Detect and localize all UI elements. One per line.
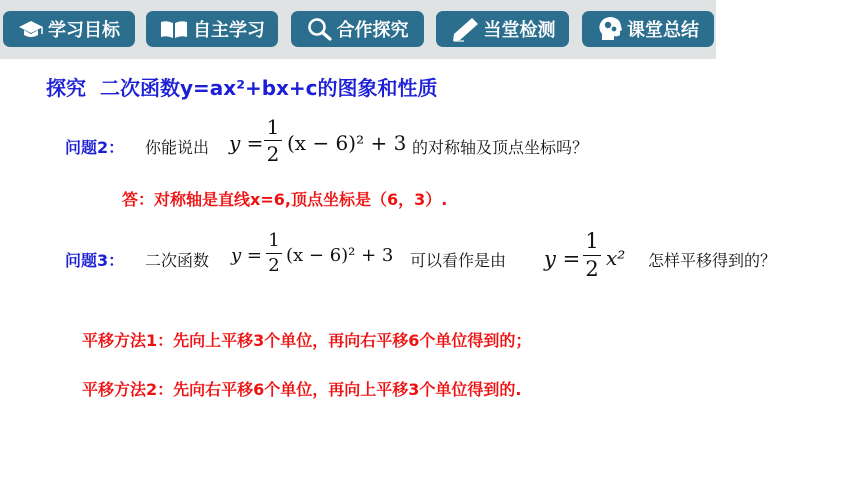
- tab-label: 合作探究: [336, 20, 409, 41]
- question2-label: 问题2：: [65, 138, 125, 157]
- pencil-icon: [450, 16, 480, 42]
- magnifier-icon: [307, 17, 333, 41]
- tab-in-class-test[interactable]: [436, 11, 569, 47]
- tab-label: 学习目标: [48, 20, 120, 41]
- heading-text: 二次函数y=ax²+bx+c的图象和性质: [100, 76, 438, 100]
- question3-formula1-rest: (x − 6)² + 3: [286, 245, 394, 266]
- top-nav-bar: [0, 0, 716, 59]
- tab-cooperative-inquiry[interactable]: [291, 11, 424, 47]
- fraction-denominator: 2: [266, 142, 280, 166]
- tab-label: 自主学习: [193, 20, 265, 41]
- tab-self-study[interactable]: [146, 11, 278, 47]
- question3-fraction1: [266, 232, 282, 275]
- heading-prefix: 探究: [46, 76, 86, 100]
- question3-middle: 可以看作是由: [410, 251, 507, 270]
- tab-label: 课堂总结: [627, 20, 699, 41]
- section-heading: [46, 72, 438, 101]
- fraction-numerator: 1: [268, 230, 280, 251]
- translation-method-2: 平移方法2：先向右平移6个单位，再向上平移3个单位得到的.: [82, 380, 522, 399]
- question2-formula-rest: (x − 6)² + 3: [287, 131, 407, 155]
- tab-learning-objectives[interactable]: [3, 11, 135, 47]
- question3-formula2-lhs: y =: [544, 247, 581, 271]
- answer2-text: 答：对称轴是直线x=6,顶点坐标是（6，3）.: [122, 190, 448, 209]
- fraction-numerator: 1: [266, 115, 280, 139]
- graduation-cap-icon: [18, 19, 44, 39]
- tab-label: 当堂检测: [483, 20, 556, 41]
- question2-fraction: [264, 117, 282, 164]
- question3-fraction2: [583, 231, 601, 280]
- fraction-denominator: 2: [585, 257, 599, 281]
- translation-method-1: 平移方法1：先向上平移3个单位，再向右平移6个单位得到的；: [82, 331, 532, 350]
- question2-intro: 你能说出: [145, 138, 210, 157]
- tab-class-summary[interactable]: [582, 11, 714, 47]
- question3-intro: 二次函数: [145, 251, 210, 270]
- question2-formula-lhs: y =: [229, 131, 264, 155]
- question3-formula1-lhs: y =: [231, 245, 262, 266]
- fraction-numerator: 1: [585, 229, 599, 253]
- question3-ending: 怎样平移得到的？: [648, 251, 777, 270]
- head-gears-icon: [597, 16, 623, 42]
- question3-formula2-rest: x²: [606, 246, 626, 270]
- question3-label: 问题3：: [65, 251, 125, 270]
- open-book-icon: [159, 18, 189, 40]
- fraction-denominator: 2: [268, 255, 280, 276]
- question2-ending: 的对称轴及顶点坐标吗？: [412, 138, 589, 157]
